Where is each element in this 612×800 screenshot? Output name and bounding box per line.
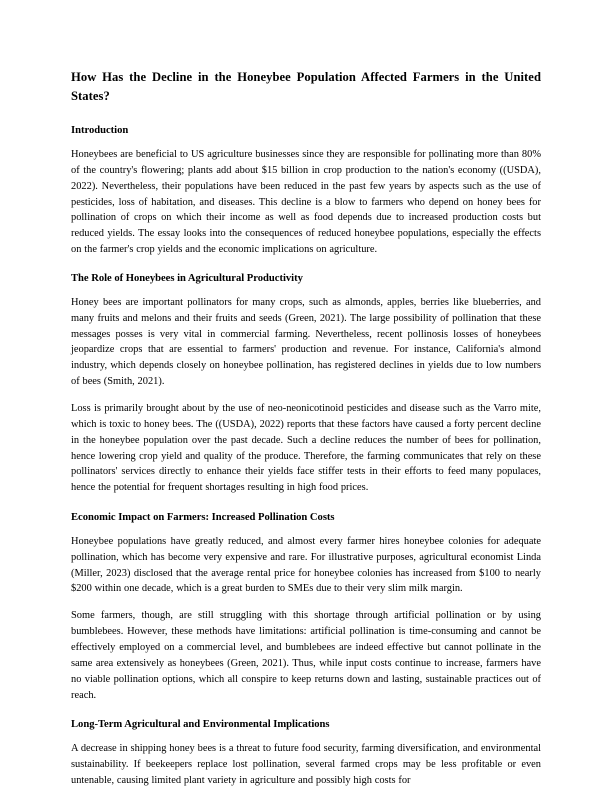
section-heading-role-of-honeybees: The Role of Honeybees in Agricultural Productivity bbox=[71, 273, 303, 285]
paragraph-economic-2: Some farmers, though, are still struggling with this shortage through artificial pollination or by using bumblebees. However, these methods have limitations: artificial pollination is time-consuming and cannot be effectively employed on a commercial level, and bumblebees are indeed effective but cannot pollinate in the same area extensively as honeybees (Green, 2021). Thus, while input costs continue to increase, farmers have no viable pollination options, which all conspire to keep returns down and lasting, sustainable practices out of reach. bbox=[71, 610, 541, 701]
document-body bbox=[71, 68, 541, 800]
paragraph-long-term-1: A decrease in shipping honey bees is a threat to future food security, farming diversification, and environmental sustainability. If beekeepers replace lost pollination, several farmed crops may be less profitable or even untenable, causing limited plant variety in agriculture and possibly high costs for bbox=[71, 743, 541, 786]
section-heading-long-term-implications: Long-Term Agricultural and Environmental Implications bbox=[71, 719, 330, 731]
paragraph-introduction-1: Honeybees are beneficial to US agriculture businesses since they are responsible for pollinating more than 80% of the country's flowering; plants add about $15 billion in crop production to the nation's economy ((USDA), 2022). Nevertheless, their populations have been reduced in the past few years by aspects such as the use of pesticides, loss of habitation, and diseases. This decline is a blow to farmers who depend on honey bees for pollination of crops on which their income as well as food depends due to increased production costs but reduced yields. The essay looks into the consequences of reduced honeybee populations, especially the effects on the farmer's crop yields and the economic implications on agriculture. bbox=[71, 149, 541, 256]
section-heading-economic-impact: Economic Impact on Farmers: Increased Pollination Costs bbox=[71, 512, 335, 524]
page-title: How Has the Decline in the Honeybee Population Affected Farmers in the United States? bbox=[71, 70, 541, 103]
paragraph-role-2: Loss is primarily brought about by the use of neo-neonicotinoid pesticides and disease such as the Varro mite, which is toxic to honey bees. The ((USDA), 2022) reports that these factors have caused a forty percent decline in the honeybee population over the past decade. Such a decline reduces the number of bees for pollination, hence lowering crop yield and quality of the produce. Therefore, the farming communicates that rely on these pollinators' services directly to enhance their yields face stiffer tests in their efforts to feed many populaces, hence the potential for frequent shortages resulting in high food prices. bbox=[71, 402, 541, 494]
paragraph-economic-1: Honeybee populations have greatly reduced, and almost every farmer hires honeybee colonies for adequate pollination, which has become very expensive and rare. For illustrative purposes, agricultural economist Linda (Miller, 2023) disclosed that the average rental price for honeybee colonies has increased from $100 to nearly $200 within one decade, which is a great burden to SMEs due to their very slim milk margin. bbox=[71, 535, 541, 595]
paragraph-role-1: Honey bees are important pollinators for many crops, such as almonds, apples, berries like blueberries, and many fruits and melons and their fruits and seeds (Green, 2021). The large possibility of pollination that these messages posses is very vital in commercial farming. Nevertheless, recent pollinosis losses of honeybees jeopardize crops that are essential to farmers' production and revenue. For instance, California's almond industry, which depends closely on honeybee pollination, has registered declines in yields due to low numbers of bees (Smith, 2021). bbox=[71, 296, 541, 388]
section-heading-introduction: Introduction bbox=[71, 125, 129, 137]
